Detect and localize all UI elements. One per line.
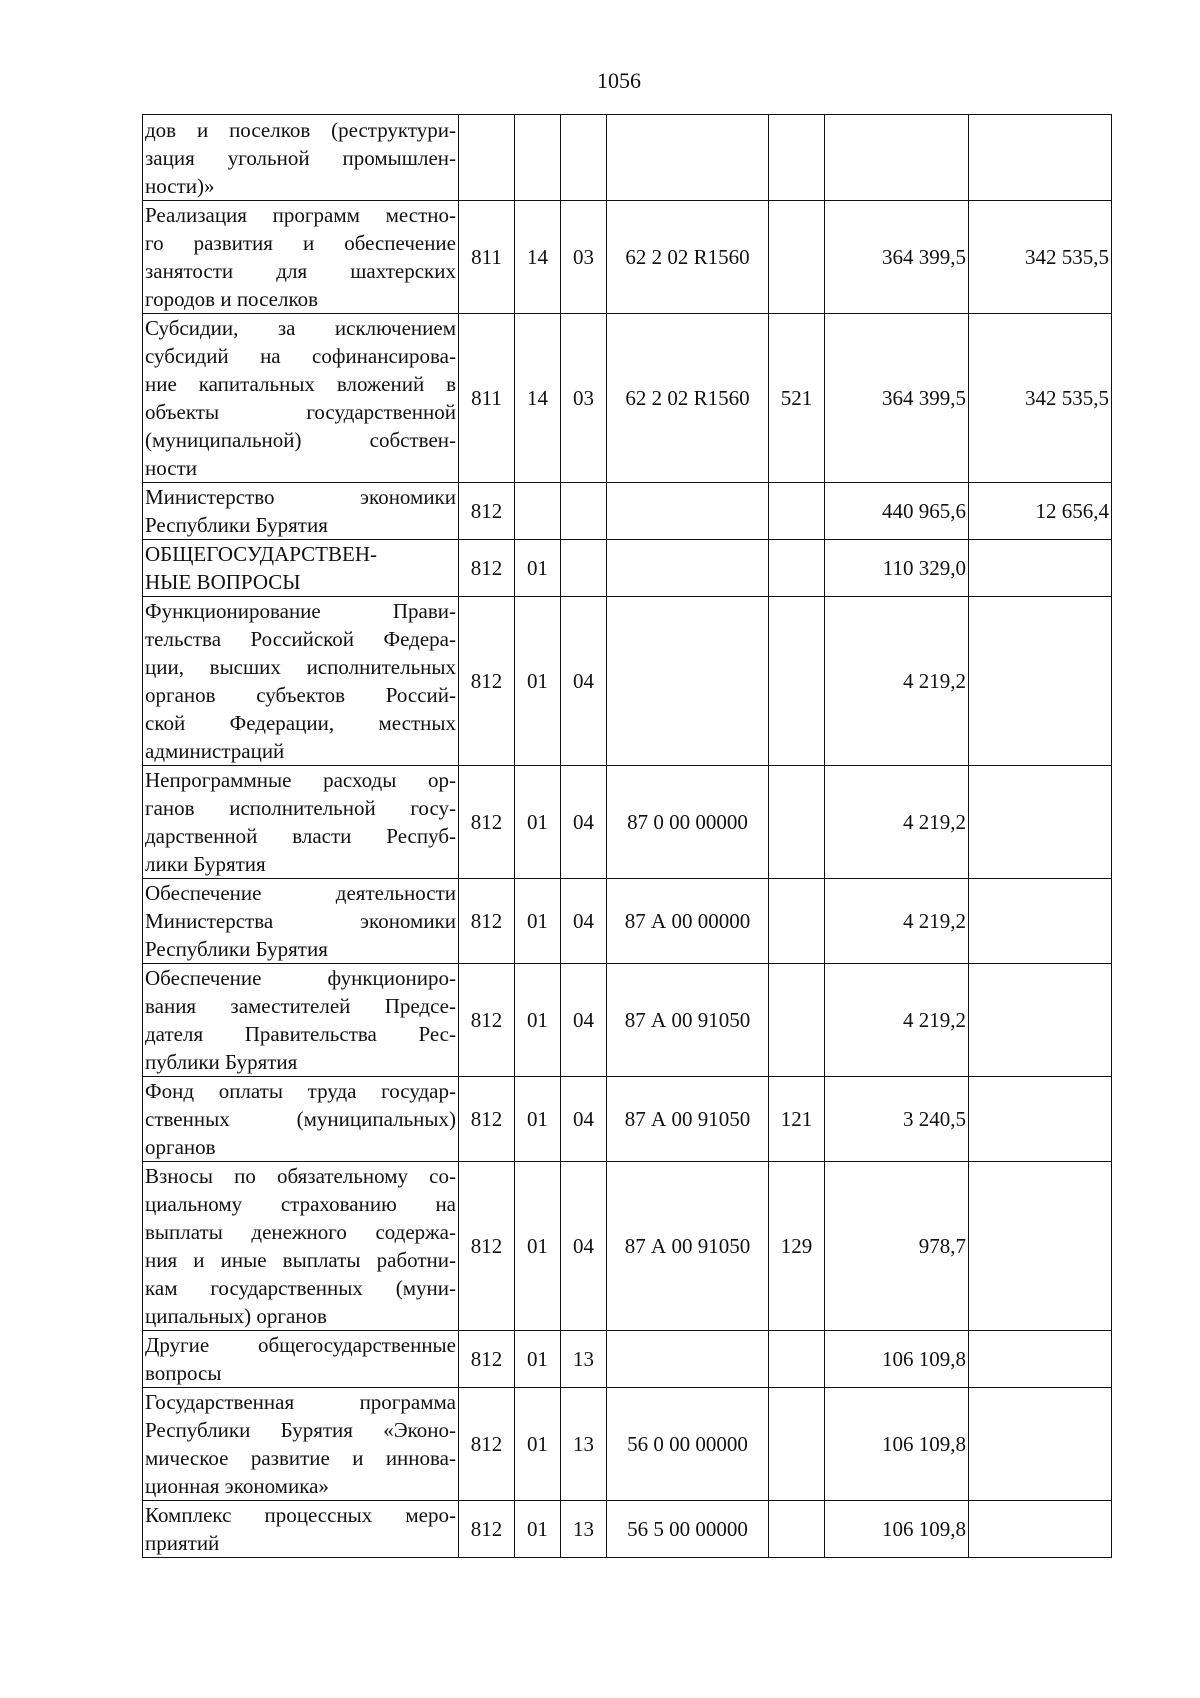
table-row [143,1162,1112,1331]
cell-amount-2 [969,540,1112,597]
cell-target-article: 87 А 00 91050 [607,1077,769,1162]
cell-target-article: 62 2 02 R1560 [607,201,769,314]
table-row [143,879,1112,964]
cell-subsection: 13 [561,1331,607,1388]
name-line: вопросы [145,1361,222,1385]
cell-amount-1: 4 219,2 [825,597,969,766]
cell-amount-1: 364 399,5 [825,314,969,483]
cell-expense-type: 121 [769,1077,825,1162]
cell-expense-type [769,597,825,766]
name-line: (муниципальной) собствен- [145,428,456,452]
cell-section: 01 [515,1162,561,1331]
name-line: Министерства экономики [145,909,456,933]
name-line: дателя Правительства Рес- [145,1022,456,1046]
name-line: приятий [145,1531,220,1555]
cell-grbs: 812 [459,879,515,964]
row-name [143,201,459,314]
cell-amount-2: 342 535,5 [969,201,1112,314]
name-line: циальному страхованию на [145,1192,456,1216]
name-line: Взносы по обязательному со- [145,1164,456,1188]
cell-target-article [607,115,769,201]
cell-grbs [459,115,515,201]
cell-subsection: 04 [561,964,607,1077]
name-line: администраций [145,739,285,763]
cell-section: 01 [515,540,561,597]
cell-amount-1: 4 219,2 [825,766,969,879]
table-row [143,201,1112,314]
row-name [143,879,459,964]
cell-amount-1: 106 109,8 [825,1331,969,1388]
cell-target-article: 87 А 00 91050 [607,1162,769,1331]
table-row [143,314,1112,483]
name-line: го развития и обеспечение [145,231,456,255]
name-line: Другие общегосударственные [145,1333,456,1357]
cell-grbs: 812 [459,1162,515,1331]
name-line: лики Бурятия [145,852,266,876]
cell-grbs: 811 [459,314,515,483]
row-name [143,1331,459,1388]
name-line: Фонд оплаты труда государ- [145,1079,456,1103]
name-line: органов субъектов Россий- [145,683,456,707]
name-line: публики Бурятия [145,1050,298,1074]
row-name [143,483,459,540]
cell-grbs: 812 [459,1331,515,1388]
cell-target-article [607,1331,769,1388]
name-line: Обеспечение деятельности [145,881,456,905]
table-row [143,1388,1112,1501]
cell-expense-type [769,1331,825,1388]
cell-amount-2 [969,115,1112,201]
name-line: НЫЕ ВОПРОСЫ [145,570,301,594]
name-line: ции, высших исполнительных [145,655,456,679]
cell-subsection: 03 [561,314,607,483]
cell-amount-1 [825,115,969,201]
cell-target-article: 62 2 02 R1560 [607,314,769,483]
table-row [143,540,1112,597]
name-line: Реализация программ местно- [145,203,456,227]
table-row [143,1501,1112,1558]
table-row [143,766,1112,879]
name-line: ственных (муниципальных) [145,1107,456,1131]
row-name [143,540,459,597]
cell-target-article [607,540,769,597]
cell-amount-1: 4 219,2 [825,964,969,1077]
table-body [143,115,1112,1558]
cell-subsection: 04 [561,1077,607,1162]
cell-amount-1: 110 329,0 [825,540,969,597]
cell-amount-1: 4 219,2 [825,879,969,964]
row-name [143,314,459,483]
table-row [143,1331,1112,1388]
cell-grbs: 812 [459,1077,515,1162]
name-line: ципальных) органов [145,1304,327,1328]
cell-section: 14 [515,201,561,314]
name-line: ности [145,456,197,480]
cell-expense-type [769,879,825,964]
cell-amount-2 [969,1331,1112,1388]
row-name [143,964,459,1077]
cell-grbs: 812 [459,540,515,597]
cell-amount-2 [969,964,1112,1077]
name-line: вания заместителей Предсе- [145,994,456,1018]
cell-target-article: 56 0 00 00000 [607,1388,769,1501]
name-line: занятости для шахтерских [145,259,456,283]
page-number: 1056 [597,68,641,93]
cell-target-article [607,483,769,540]
name-line: зация угольной промышлен- [145,145,456,170]
row-name [143,766,459,879]
cell-section [515,483,561,540]
cell-expense-type: 129 [769,1162,825,1331]
cell-amount-2 [969,1501,1112,1558]
cell-grbs: 811 [459,201,515,314]
cell-section: 01 [515,766,561,879]
cell-section: 01 [515,964,561,1077]
name-line: органов [145,1135,216,1159]
cell-expense-type [769,1501,825,1558]
cell-amount-1: 440 965,6 [825,483,969,540]
cell-section [515,115,561,201]
row-name [143,115,459,201]
cell-grbs: 812 [459,964,515,1077]
name-line: мическое развитие и иннова- [145,1446,456,1470]
name-line: выплаты денежного содержа- [145,1220,456,1244]
name-line: дарственной власти Респуб- [145,824,456,848]
name-line: ния и иные выплаты работни- [145,1248,456,1272]
cell-subsection [561,540,607,597]
name-line: ОБЩЕГОСУДАРСТВЕН- [145,542,378,566]
cell-amount-2: 12 656,4 [969,483,1112,540]
cell-target-article: 87 А 00 91050 [607,964,769,1077]
cell-target-article: 56 5 00 00000 [607,1501,769,1558]
cell-expense-type [769,483,825,540]
cell-amount-2 [969,597,1112,766]
cell-subsection: 04 [561,766,607,879]
cell-expense-type [769,201,825,314]
cell-subsection: 13 [561,1501,607,1558]
name-line: тельства Российской Федера- [145,627,456,651]
name-line: городов и поселков [145,287,319,311]
cell-section: 01 [515,879,561,964]
cell-expense-type: 521 [769,314,825,483]
cell-target-article: 87 0 00 00000 [607,766,769,879]
name-line: ности)» [145,173,215,198]
cell-subsection: 04 [561,1162,607,1331]
name-line: ской Федерации, местных [145,711,456,735]
cell-subsection [561,483,607,540]
cell-target-article: 87 А 00 00000 [607,879,769,964]
budget-table [142,114,1112,1558]
cell-expense-type [769,1388,825,1501]
cell-amount-2: 342 535,5 [969,314,1112,483]
table-row [143,483,1112,540]
name-line: ние капитальных вложений в [145,372,456,396]
row-name [143,597,459,766]
cell-amount-1: 364 399,5 [825,201,969,314]
cell-grbs: 812 [459,1388,515,1501]
cell-grbs: 812 [459,597,515,766]
row-name [143,1388,459,1501]
name-line: ганов исполнительной госу- [145,796,456,820]
name-line: Непрограммные расходы ор- [145,768,456,792]
name-line: Государственная программа [145,1390,456,1414]
table-row [143,964,1112,1077]
name-line: ционная экономика» [145,1474,329,1498]
cell-amount-2 [969,879,1112,964]
cell-section: 01 [515,1501,561,1558]
name-line: Функционирование Прави- [145,599,456,623]
row-name [143,1501,459,1558]
cell-section: 01 [515,1388,561,1501]
cell-subsection [561,115,607,201]
cell-grbs: 812 [459,766,515,879]
cell-amount-2 [969,1162,1112,1331]
cell-amount-2 [969,1077,1112,1162]
name-line: Министерство экономики [145,485,456,509]
name-line: Обеспечение функциониро- [145,966,456,990]
cell-section: 01 [515,1077,561,1162]
cell-amount-2 [969,766,1112,879]
name-line: субсидий на софинансирова- [145,344,456,368]
cell-subsection: 04 [561,597,607,766]
cell-subsection: 04 [561,879,607,964]
name-line: Комплекс процессных меро- [145,1503,456,1527]
cell-grbs: 812 [459,483,515,540]
cell-section: 01 [515,1331,561,1388]
table-row [143,1077,1112,1162]
name-line: дов и поселков (реструктури- [145,117,456,142]
cell-amount-2 [969,1388,1112,1501]
name-line: кам государственных (муни- [145,1276,456,1300]
cell-subsection: 03 [561,201,607,314]
cell-target-article [607,597,769,766]
name-line: Республики Бурятия [145,513,328,537]
cell-expense-type [769,540,825,597]
cell-section: 01 [515,597,561,766]
cell-amount-1: 978,7 [825,1162,969,1331]
cell-subsection: 13 [561,1388,607,1501]
table-row [143,115,1112,201]
row-name [143,1077,459,1162]
cell-expense-type [769,766,825,879]
name-line: Республики Бурятия «Эконо- [145,1418,456,1442]
name-line: объекты государственной [145,400,456,424]
cell-amount-1: 106 109,8 [825,1388,969,1501]
cell-grbs: 812 [459,1501,515,1558]
cell-expense-type [769,964,825,1077]
cell-expense-type [769,115,825,201]
row-name [143,1162,459,1331]
name-line: Республики Бурятия [145,937,328,961]
table-row [143,597,1112,766]
cell-section: 14 [515,314,561,483]
name-line: Субсидии, за исключением [145,316,456,340]
cell-amount-1: 106 109,8 [825,1501,969,1558]
cell-amount-1: 3 240,5 [825,1077,969,1162]
